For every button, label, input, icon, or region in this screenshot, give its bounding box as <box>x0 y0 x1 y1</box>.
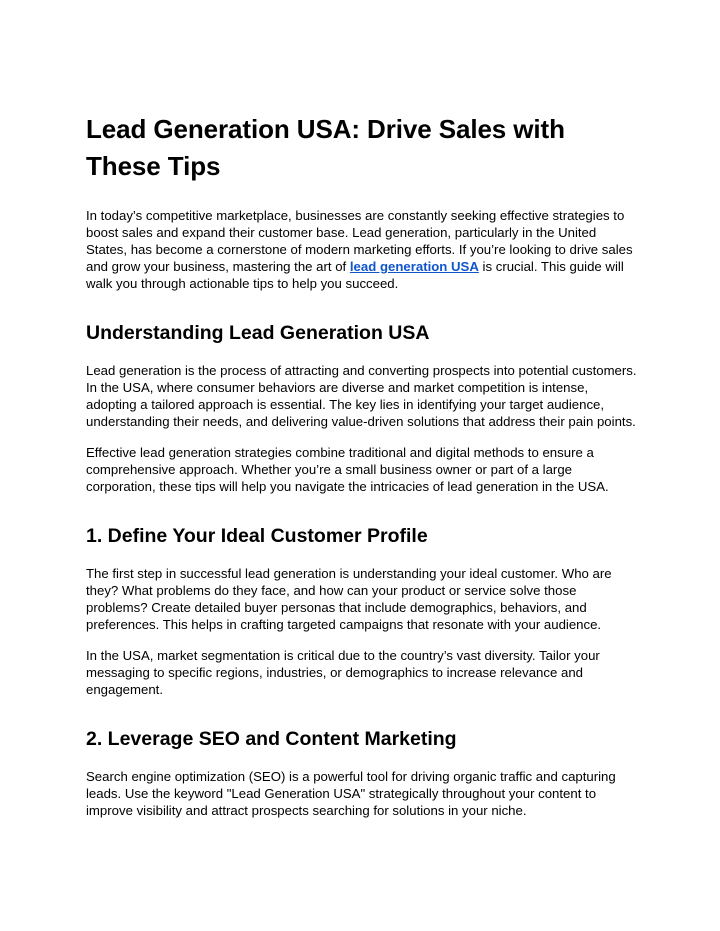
document-title: Lead Generation USA: Drive Sales with These Tips <box>86 114 565 181</box>
intro-text-before-link: In today’s competitive marketplace, businesses are constantly seeking effective strategies to boost sales and expand their customer base. Lead generation, particularly in the United States, has become a cornerstone of modern marketing efforts. If you’re looking to drive sales and grow your business, mastering the art of <box>86 208 633 274</box>
section-heading-define-customer-profile: 1. Define Your Ideal Customer Profile <box>86 525 428 547</box>
intro-paragraph <box>86 207 640 292</box>
intro-text-after-link: is crucial. This guide will walk you through actionable tips to help you succeed. <box>86 259 624 291</box>
section-paragraph: The first step in successful lead generation is understanding your ideal customer. Who are they? What problems do they face, and how can your product or service solve those problems? Create detailed buyer personas that include demographics, behaviors, and preferences. This helps in crafting targeted campaigns that resonate with your audience. <box>86 566 612 632</box>
section-paragraph: In the USA, market segmentation is critical due to the country’s vast diversity. Tailor your messaging to specific regions, industries, or demographics to increase relevance and engagement. <box>86 648 600 697</box>
section-paragraph: Lead generation is the process of attracting and converting prospects into potential customers. In the USA, where consumer behaviors are diverse and market competition is intense, adopting a tailored approach is essential. The key lies in identifying your target audience, understanding their needs, and delivering value-driven solutions that address their pain points. <box>86 363 637 429</box>
section-heading-seo-content-marketing: 2. Leverage SEO and Content Marketing <box>86 728 457 750</box>
section-paragraph: Effective lead generation strategies combine traditional and digital methods to ensure a comprehensive approach. Whether you’re a small business owner or part of a large corporation, these tips will help you navigate the intricacies of lead generation in the USA. <box>86 445 609 494</box>
section-heading-understanding: Understanding Lead Generation USA <box>86 322 430 344</box>
lead-generation-usa-link[interactable]: lead generation USA <box>349 259 479 274</box>
section-paragraph: Search engine optimization (SEO) is a powerful tool for driving organic traffic and capturing leads. Use the keyword "Lead Generation USA" strategically throughout your content to improve visibility and attract prospects searching for solutions in your niche. <box>86 769 616 818</box>
